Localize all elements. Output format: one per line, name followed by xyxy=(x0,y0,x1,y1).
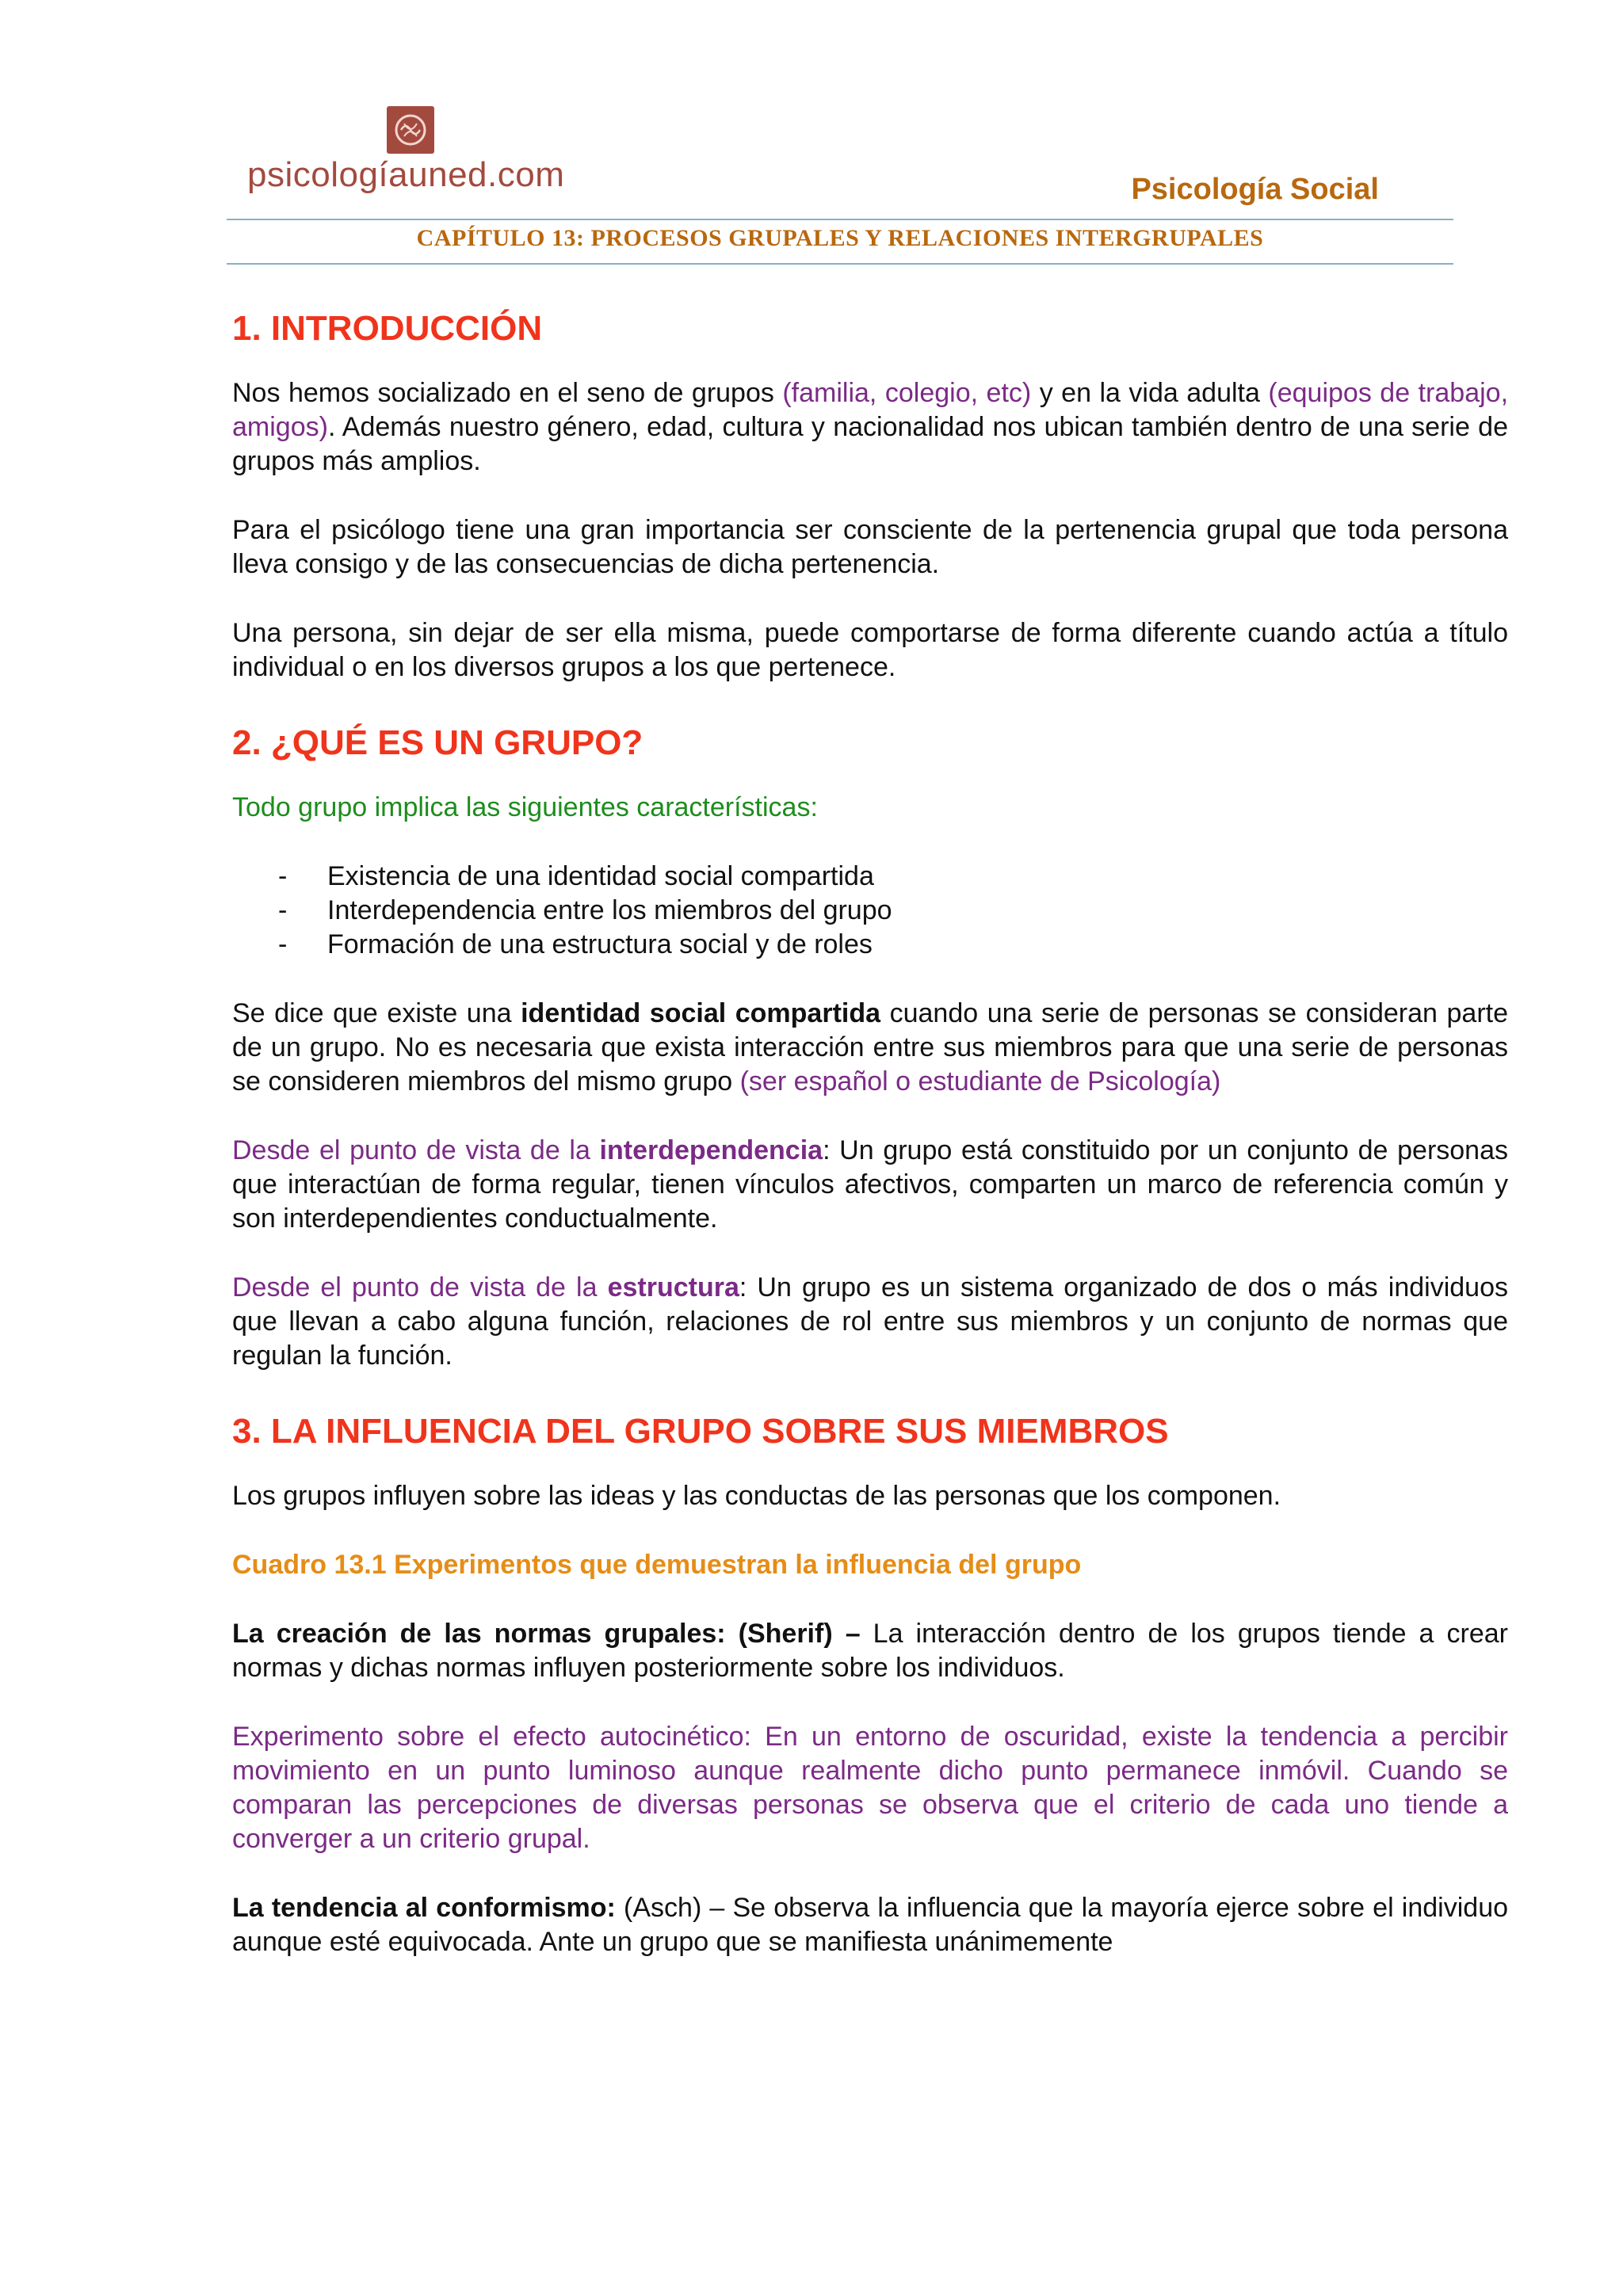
text-run: Desde el punto de vista de la xyxy=(232,1135,600,1165)
brain-logo-icon xyxy=(387,106,434,154)
example-highlight: (ser español o estudiante de Psicología) xyxy=(739,1066,1221,1097)
text-run: : Un grupo es un sistema organizado de dos o más individuos que llevan a cabo alguna función, relaciones de rol entre sus miembros y un conjunto de normas que regulan la función. xyxy=(232,1272,1508,1371)
text-run: Se dice que existe una xyxy=(232,998,521,1028)
bold-term: identidad social compartida xyxy=(521,998,881,1028)
identity-paragraph xyxy=(232,997,1508,1099)
autokinetic-paragraph: Experimento sobre el efecto autocinético: En un entorno de oscuridad, existe la tendencia a percibir movimiento en un punto luminoso aunque realmente dicho punto permanece inmóvil. Cuando se comparan las percepciones de diversas personas se observa que el criterio de cada uno tiende a converger a un criterio grupal. xyxy=(232,1722,1508,1854)
characteristics-list xyxy=(278,860,1508,962)
example-highlight: (equipos de trabajo, amigos) xyxy=(232,378,1509,442)
section-3-heading: 3. LA INFLUENCIA DEL GRUPO SOBRE SUS MIEMBROS xyxy=(232,1412,1169,1451)
influence-paragraph: Los grupos influyen sobre las ideas y las conductas de las personas que los componen. xyxy=(232,1481,1281,1511)
interdependence-paragraph xyxy=(232,1134,1508,1236)
bold-term: La creación de las normas grupales: (Sherif) – xyxy=(232,1619,861,1649)
asch-paragraph xyxy=(232,1891,1508,1959)
list-item: - Formación de una estructura social y de roles xyxy=(278,928,1508,962)
text-run: Desde el punto de vista de la xyxy=(232,1272,608,1302)
intro-paragraph-1 xyxy=(232,376,1508,479)
structure-paragraph xyxy=(232,1271,1508,1373)
intro-paragraph-2: Para el psicólogo tiene una gran importancia ser consciente de la pertenencia grupal que toda persona lleva consigo y de las consecuencias de dicha pertenencia. xyxy=(232,515,1508,579)
text-run: : Un grupo está constituido por un conjunto de personas que interactúan de forma regular, tienen vínculos afectivos, comparten un marco de referencia común y son interdependientes conductualmente. xyxy=(232,1135,1508,1234)
text-run: La interacción dentro de los grupos tiende a crear normas y dichas normas influyen posteriormente sobre los individuos. xyxy=(232,1619,1508,1683)
list-item: - Existencia de una identidad social compartida xyxy=(278,860,1508,894)
example-highlight: (familia, colegio, etc) xyxy=(782,378,1032,408)
characteristics-intro: Todo grupo implica las siguientes características: xyxy=(232,792,818,822)
box-title: Cuadro 13.1 Experimentos que demuestran la influencia del grupo xyxy=(232,1550,1082,1580)
text-run: Nos hemos socializado en el seno de grupos xyxy=(232,378,783,408)
chapter-title: CAPÍTULO 13: PROCESOS GRUPALES Y RELACIONES INTERGRUPALES xyxy=(416,225,1264,251)
text-run: (Asch) – Se observa la influencia que la mayoría ejerce sobre el individuo aunque esté equivocada. Ante un grupo que se manifiesta unánimemente xyxy=(232,1893,1509,1957)
sherif-paragraph xyxy=(232,1617,1508,1685)
bold-term: estructura xyxy=(607,1272,739,1302)
header-rule-bottom xyxy=(227,263,1453,265)
bold-term: interdependencia xyxy=(599,1135,823,1165)
document-body xyxy=(232,305,1508,1994)
text-run: cuando una serie de personas se consideran parte de un grupo. No es necesaria que exista interacción entre sus miembros para que una serie de personas se consideren miembros del mismo grupo xyxy=(232,998,1509,1097)
text-run: y en la vida adulta xyxy=(1031,378,1269,408)
site-logo-text: psicologíauned.com xyxy=(247,155,565,194)
text-run: . Además nuestro género, edad, cultura y nacionalidad nos ubican también dentro de una serie de grupos más amplios. xyxy=(232,412,1508,476)
bold-term: La tendencia al conformismo: xyxy=(232,1893,616,1923)
section-1-heading: 1. INTRODUCCIÓN xyxy=(232,309,543,348)
header-rule-top xyxy=(227,219,1453,220)
subject-title: Psicología Social xyxy=(1131,173,1379,206)
intro-paragraph-3: Una persona, sin dejar de ser ella misma, puede comportarse de forma diferente cuando actúa a título individual o en los diversos grupos a los que pertenece. xyxy=(232,618,1508,682)
section-2-heading: 2. ¿QUÉ ES UN GRUPO? xyxy=(232,723,643,762)
list-item: - Interdependencia entre los miembros del grupo xyxy=(278,894,1508,928)
